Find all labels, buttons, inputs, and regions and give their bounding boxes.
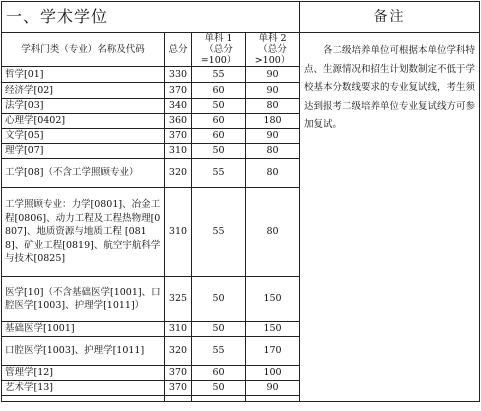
row-single2: 80 [246,144,300,159]
row-total: 330 [165,67,192,83]
blank-cell [165,396,192,402]
row-total: 340 [165,99,192,114]
column-header-single2-title: 单科 2 [258,33,287,44]
row-single2: 180 [246,114,300,129]
row-total: 370 [165,381,192,396]
row-single1: 55 [192,159,246,188]
row-single2: 90 [246,83,300,99]
row-name: 工学照顾专业：力学[0801]、冶金工程[0806]、动力工程及工程热物理[0807]、地质资源与地质工程 [0818]、矿业工程[0819]、航空宇航科学与技术[0825] [2,188,165,277]
row-single2: 80 [246,99,300,114]
row-single1: 55 [192,188,246,277]
row-total: 360 [165,114,192,129]
column-header-single1 [192,33,246,67]
column-header-name: 学科门类（专业）名称及代码 [2,33,165,67]
row-name: 基础医学[1001] [2,322,165,337]
row-name: 心理学[0402] [2,114,165,129]
row-single1: 50 [192,277,246,322]
row-name: 口腔医学[1003]、护理学[1011] [2,337,165,366]
row-single2: 100 [246,366,300,381]
row-total: 310 [165,144,192,159]
row-name: 文学[05] [2,129,165,144]
row-single1: 60 [192,114,246,129]
blank-cell [246,396,300,402]
row-name: 艺术学[13] [2,381,165,396]
column-header-total: 总分 [165,33,192,67]
blank-cell [2,396,165,402]
row-single2: 90 [246,381,300,396]
column-header-single2 [246,33,300,67]
row-single2: 90 [246,129,300,144]
row-single2: 80 [246,188,300,277]
row-total: 370 [165,83,192,99]
row-name: 经济学[02] [2,83,165,99]
row-single1: 50 [192,322,246,337]
row-single2: 80 [246,159,300,188]
row-total: 310 [165,188,192,277]
row-single1: 60 [192,366,246,381]
blank-cell [192,396,246,402]
row-single1: 60 [192,129,246,144]
row-single2: 170 [246,337,300,366]
row-single2: 150 [246,322,300,337]
row-total: 320 [165,337,192,366]
row-single2: 150 [246,277,300,322]
row-single1: 55 [192,337,246,366]
row-total: 320 [165,159,192,188]
row-single1: 55 [192,67,246,83]
row-name: 法学[03] [2,99,165,114]
section-title: 一、学术学位 [2,2,300,33]
row-total: 370 [165,129,192,144]
row-total: 370 [165,366,192,381]
note-header: 备注 [300,2,480,33]
note-text: 各二级培养单位可根据本单位学科特点、生源情况和招生计划数制定不低于学校基本分数线要求的专业复试线，考生须达到报考二级培养单位专业复试线方可参加复试。 [304,45,476,130]
row-total: 325 [165,277,192,322]
row-name: 理学[07] [2,144,165,159]
row-name: 工学[08]（不含工学照顾专业） [2,159,165,188]
row-single1: 50 [192,144,246,159]
row-total: 310 [165,322,192,337]
column-header-single1-title: 单科 1 [204,33,233,44]
row-name: 哲学[01] [2,67,165,83]
row-name: 管理学[12] [2,366,165,381]
column-header-single2-range: （总分>100） [254,44,291,66]
column-header-single1-range: （总分=100） [200,44,237,66]
row-single2: 90 [246,67,300,83]
admission-score-table [1,1,480,402]
row-single1: 60 [192,83,246,99]
note-cell [300,33,480,402]
row-name: 医学[10]（不含基础医学[1001]、口腔医学[1003]、护理学[1011]） [2,277,165,322]
row-single1: 50 [192,381,246,396]
row-single1: 50 [192,99,246,114]
